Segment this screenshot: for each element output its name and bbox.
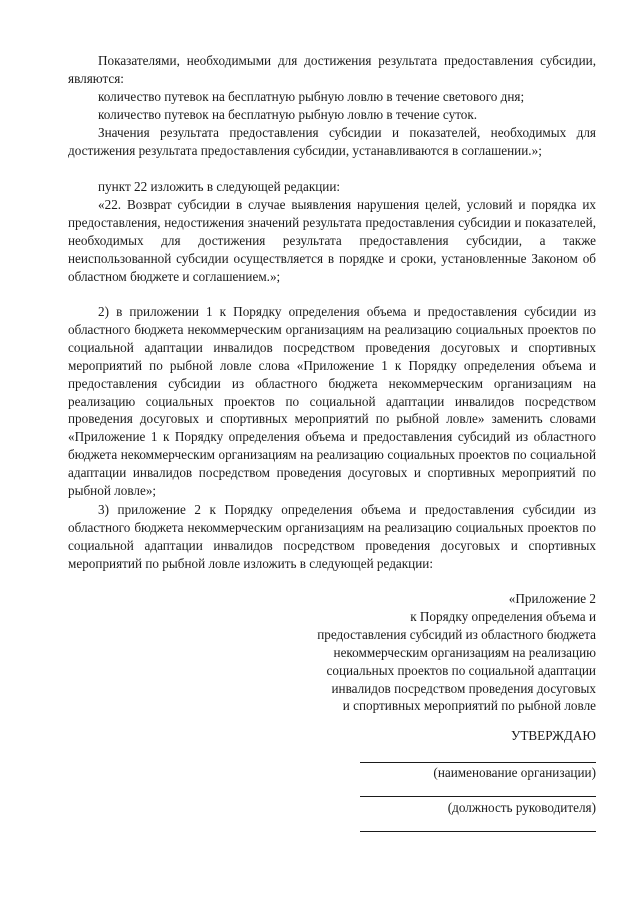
appendix-header-line: социальных проектов по социальной адаптации xyxy=(326,662,596,678)
point-22-intro: пункт 22 изложить в следующей редакции: xyxy=(98,179,341,194)
appendix-header-line: инвалидов посредством проведения досуговых xyxy=(331,680,596,696)
organization-caption: (наименование организации) xyxy=(433,765,596,780)
values-paragraph: Значения результата предоставления субсидии и показателей, необходимых для достижения результата предоставления субсидии, устанавливаются в соглашении.»; xyxy=(68,125,596,158)
signature-line xyxy=(360,831,596,832)
appendix-header-line: к Порядку определения объема и xyxy=(410,608,596,624)
organization-signature-line xyxy=(360,762,596,763)
item-3-paragraph: 3) приложение 2 к Порядку определения объема и предоставления субсидии из областного бюджета некоммерческим организациям на реализацию социальных проектов по социальной адаптации инвалидов посредством проведения досуговых и спортивных мероприятий по рыбной ловле изложить в следующей редакции: xyxy=(68,502,596,571)
appendix-header-line: предоставления субсидий из областного бюджета xyxy=(317,626,596,642)
item-2-paragraph: 2) в приложении 1 к Порядку определения объема и предоставления субсидии из областного бюджета некоммерческим организациям на реализацию социальных проектов по социальной адаптации инвалидов посредством проведения досуговых и спортивных мероприятий по рыбной ловле слова «Приложение 1 к Порядку определения объема и предоставления субсидии из областного бюджета некоммерческим организациям на реализацию социальных проектов по социальной адаптации инвалидов посредством проведения досуговых и спортивных мероприятий по рыбной ловле» заменить словами «Приложение 1 к Порядку определения объема и предоставления субсидий из областного бюджета некоммерческим организациям на реализацию социальных проектов по социальной адаптации инвалидов посредством проведения досуговых и спортивных мероприятий по рыбной ловле»; xyxy=(68,304,596,499)
indicator-item-1: количество путевок на бесплатную рыбную ловлю в течение светового дня; xyxy=(98,89,525,104)
appendix-header-line: «Приложение 2 xyxy=(508,591,596,606)
approval-title: УТВЕРЖДАЮ xyxy=(510,728,596,743)
point-22-text: «22. Возврат субсидии в случае выявления нарушения целей, условий и порядка их предоставления, недостижения значений результата предоставления субсидии и показателей, необходимых для достижения результата предоставления субсидии, а также неиспользованной субсидии осуществляется в порядке и сроки, установленные Законом об областном бюджете и соглашением.»; xyxy=(68,197,596,284)
position-signature-line xyxy=(360,796,596,797)
indicators-intro: Показателями, необходимыми для достижения результата предоставления субсидии, являются: xyxy=(68,53,596,86)
appendix-header-line: и спортивных мероприятий по рыбной ловле xyxy=(342,698,596,714)
appendix-header xyxy=(256,590,596,715)
position-caption: (должность руководителя) xyxy=(447,800,596,815)
appendix-header-line: некоммерческим организациям на реализацию xyxy=(333,644,596,660)
indicator-item-2: количество путевок на бесплатную рыбную ловлю в течение суток. xyxy=(98,107,478,122)
